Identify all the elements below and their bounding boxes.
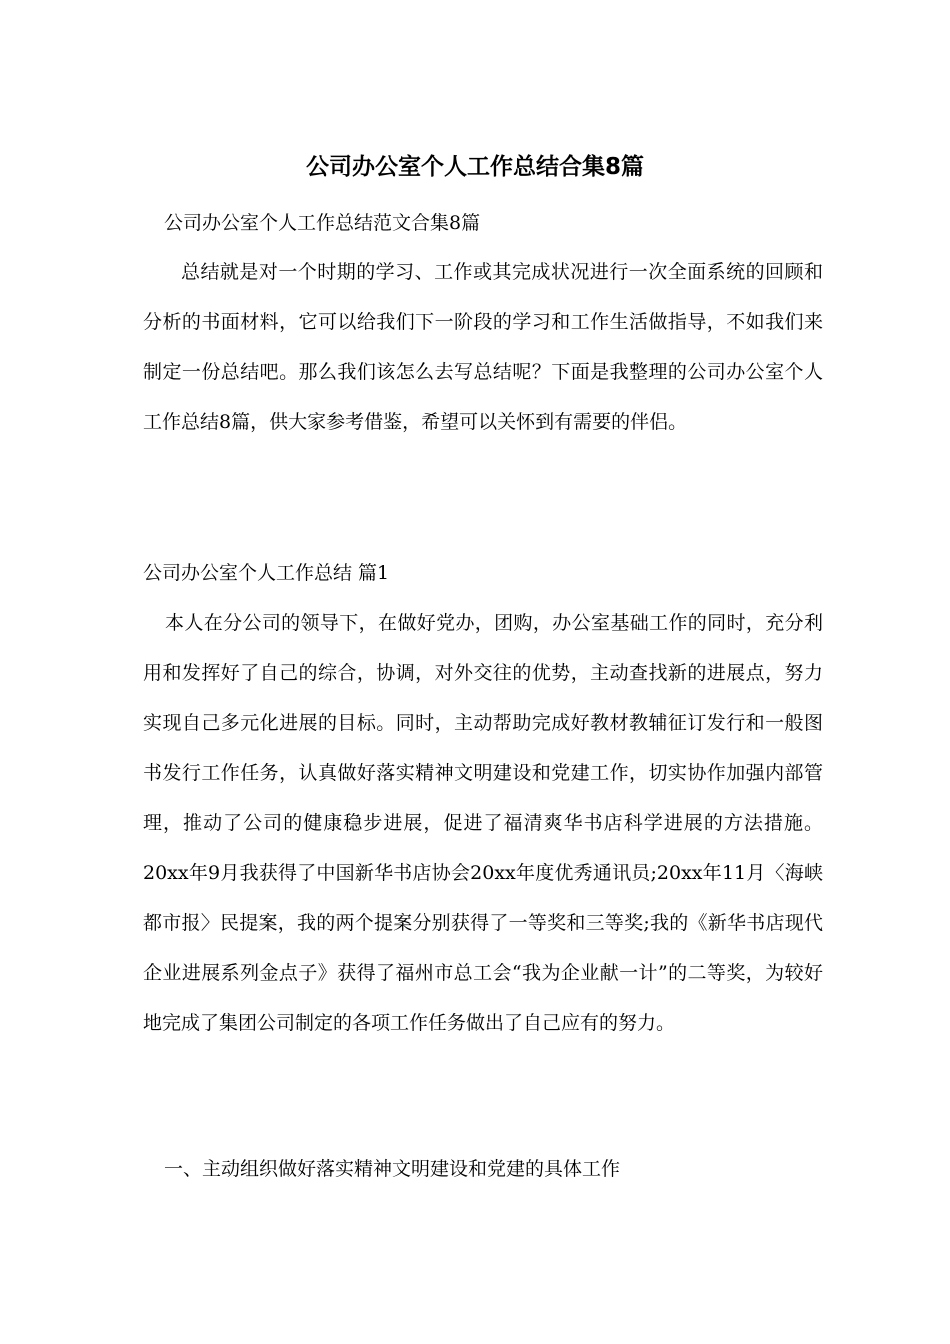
- intro-paragraph: 总结就是对一个时期的学习、工作或其完成状况进行一次全面系统的回顾和分析的书面材料，它可以给我们下一阶段的学习和工作生活做指导，不如我们来制定一份总结吧。那么我们该怎么去写总结呢？下面是我整理的公司办公室个人工作总结8篇，供大家参考借鉴，希望可以关怀到有需要的伴侣。: [143, 261, 823, 433]
- document-title: 公司办公室个人工作总结合集8篇: [305, 154, 644, 180]
- document-subtitle: 公司办公室个人工作总结范文合集8篇: [164, 212, 481, 234]
- body-paragraph: 本人在分公司的领导下，在做好党办，团购，办公室基础工作的同时，充分利用和发挥好了自己的综合，协调，对外交往的优势，主动查找新的进展点，努力实现自己多元化进展的目标。同时，主动帮助完成好教材教辅征订发行和一般图书发行工作任务，认真做好落实精神文明建设和党建工作，切实协作加强内部管理，推动了公司的健康稳步进展，促进了福清爽华书店科学进展的方法措施。20xx年9月我获得了中国新华书店协会20xx年度优秀通讯员;20xx年11月〈海峡都市报〉民提案，我的两个提案分别获得了一等奖和三等奖;我的《新华书店现代企业进展系列金点子》获得了福州市总工会“我为企业献一计”的二等奖，为较好地完成了集团公司制定的各项工作任务做出了自己应有的努力。: [143, 612, 823, 1034]
- section-heading: 公司办公室个人工作总结 篇1: [143, 562, 390, 584]
- section-subheading: 一、主动组织做好落实精神文明建设和党建的具体工作: [164, 1158, 621, 1180]
